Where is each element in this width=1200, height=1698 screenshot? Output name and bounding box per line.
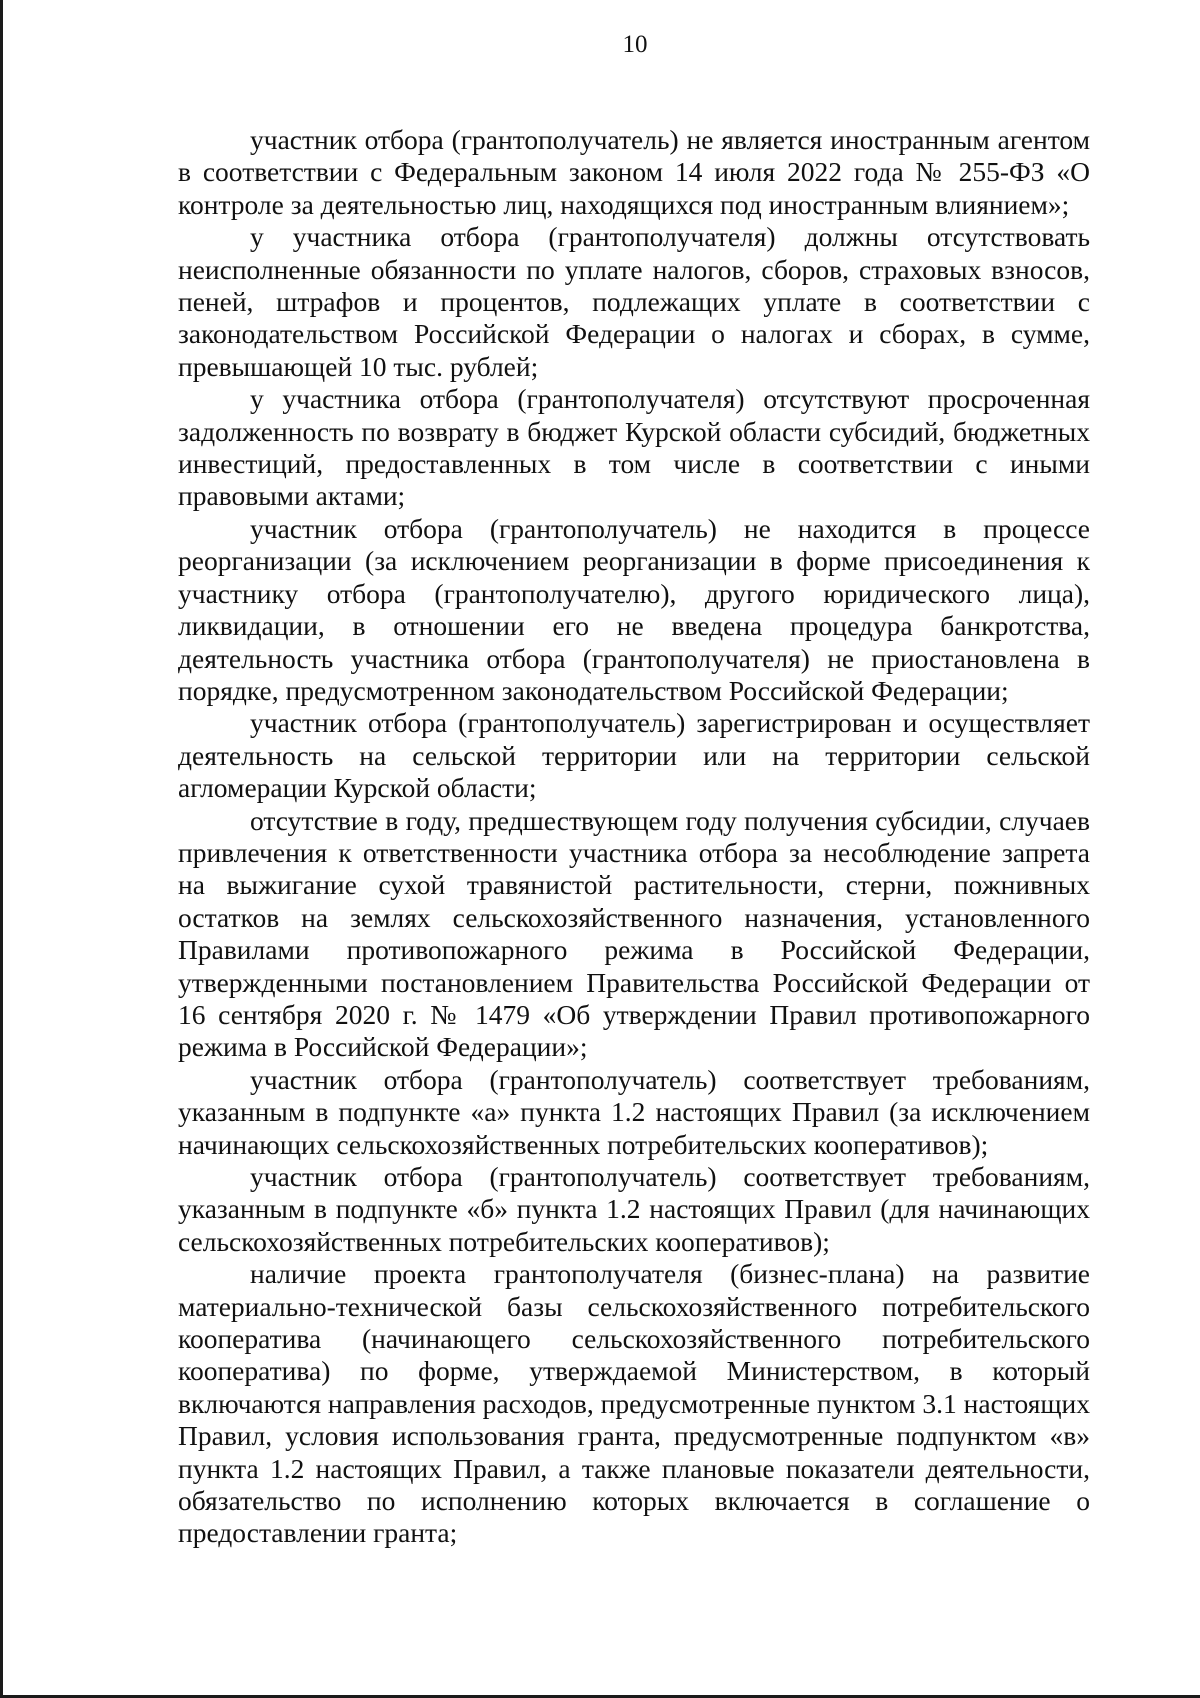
paragraph-rural-registration: участник отбора (грантополучатель) зарегистрирован и осуществляет деятельность на сельской территории или на территории сельской агломерации Курской области; <box>178 707 1090 804</box>
page-number: 10 <box>622 31 648 58</box>
paragraph-requirements-b: участник отбора (грантополучатель) соответствует требованиям, указанным в подпункте «б» пункта 1.2 настоящих Правил (для начинающих сельскохозяйственных потребительских кооперативов); <box>178 1161 1090 1257</box>
paragraph-tax-obligations: у участника отбора (грантополучателя) должны отсутствовать неисполненные обязанности по уплате налогов, сборов, страховых взносов, пеней, штрафов и процентов, подлежащих уплате в соответствии с законодательством Российской Федерации о налогах и сборах, в сумме, превышающей 10 тыс. рублей; <box>178 221 1090 382</box>
paragraph-requirements-a: участник отбора (грантополучатель) соответствует требованиям, указанным в подпункте «а» пункта 1.2 настоящих Правил (за исключением начинающих сельскохозяйственных потребительских кооперативов); <box>178 1063 1090 1160</box>
paragraph-business-plan: наличие проекта грантополучателя (бизнес-плана) на развитие материально-технической базы сельскохозяйственного потребительского кооператива (начинающего сельскохозяйственного потребительского кооператива) по форме, утверждаемой Министерством, в который включаются направления расходов, предусмотренные пунктом 3.1 настоящих Правил, условия использования гранта, предусмотренные подпунктом «в» пункта 1.2 настоящих Правил, а также плановые показатели деятельности, обязательство по исполнению которых включается в соглашение о предоставлении гранта; <box>178 1258 1090 1549</box>
paragraph-fire-safety: отсутствие в году, предшествующем году получения субсидии, случаев привлечения к ответственности участника отбора за несоблюдение запрета на выжигание сухой травянистой растительности, стерни, пожнивных остатков на землях сельскохозяйственного назначения, установленного Правилами противопожарного режима в Российской Федерации, утвержденными постановлением Правительства Российской Федерации от 16 сентября 2020 г. № 1479 «Об утверждении Правил противопожарного режима в Российской Федерации»; <box>178 804 1090 1063</box>
paragraph-reorganization: участник отбора (грантополучатель) не находится в процессе реорганизации (за исключением реорганизации в форме присоединения к участнику отбора (грантополучателю), другого юридического лица), ликвидации, в отношении его не введена процедура банкротства, деятельность участника отбора (грантополучателя) не приостановлена в порядке, предусмотренном законодательством Российской Федерации; <box>178 512 1090 706</box>
paragraph-foreign-agent: участник отбора (грантополучатель) не является иностранным агентом в соответствии с Федеральным законом 14 июля 2022 года № 255-ФЗ «О контроле за деятельностью лиц, находящихся под иностранным влиянием»; <box>178 124 1090 220</box>
document-body <box>178 124 1090 1550</box>
paragraph-overdue-debt: у участника отбора (грантополучателя) отсутствуют просроченная задолженность по возврату в бюджет Курской области субсидий, бюджетных инвестиций, предоставленных в том числе в соответствии с иными правовыми актами; <box>178 383 1090 512</box>
scan-edge-left <box>0 0 3 1698</box>
